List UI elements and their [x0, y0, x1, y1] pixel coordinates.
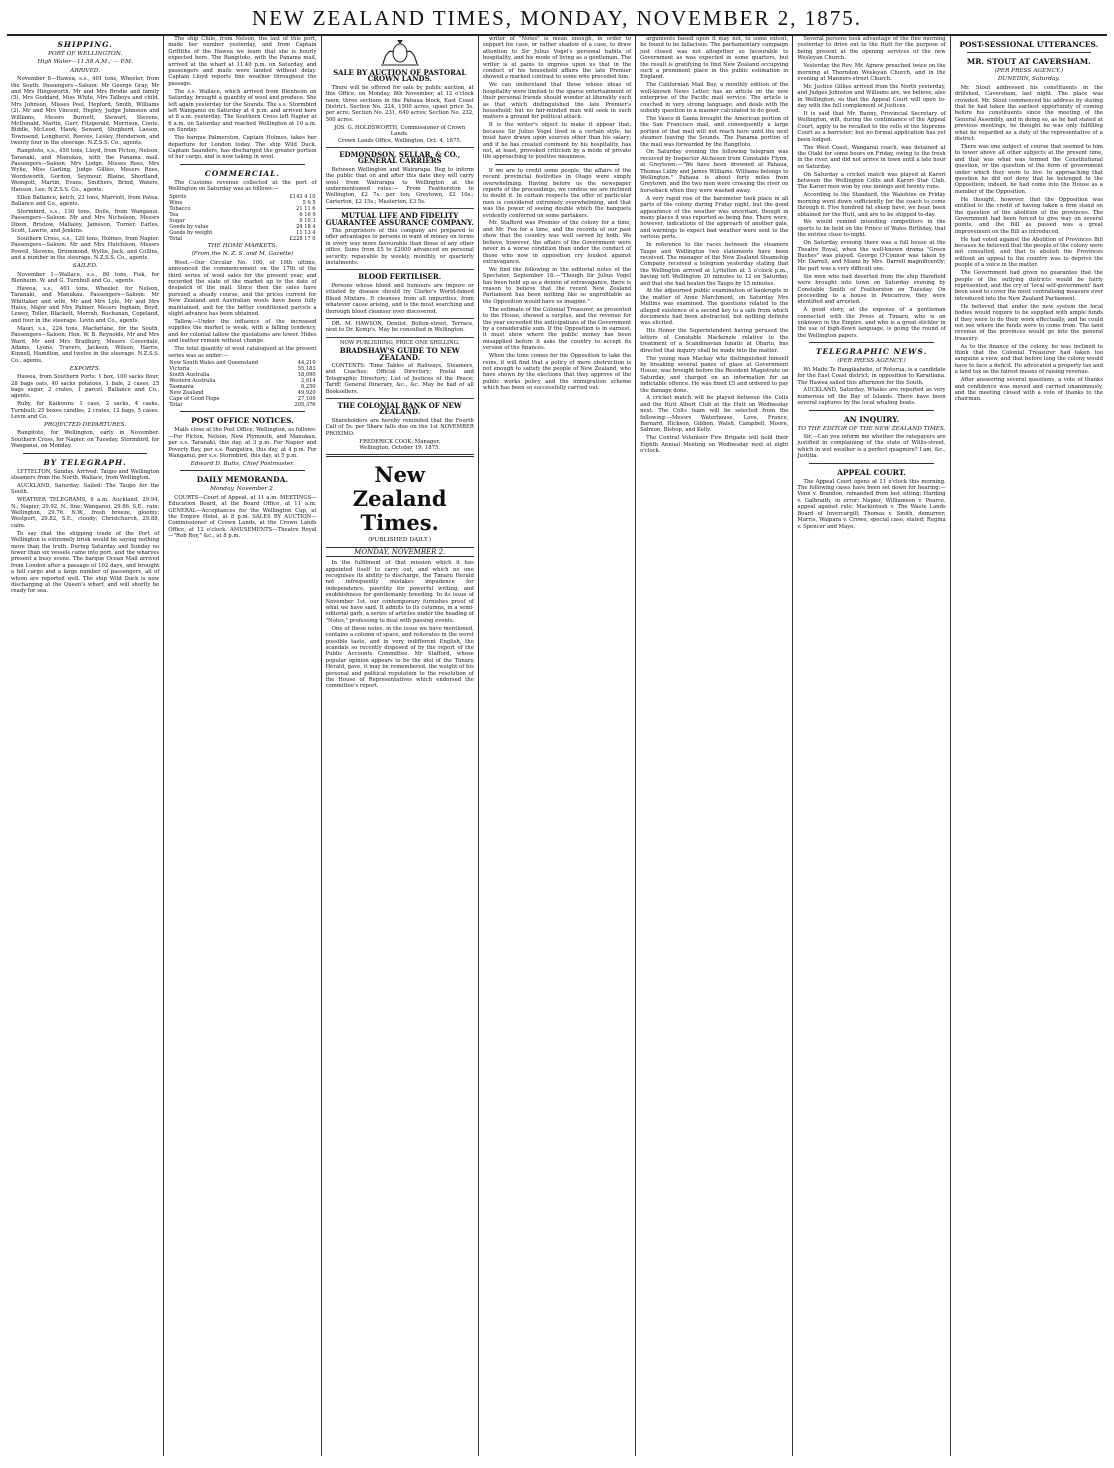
article-paragraph: The estimate of the Colonial Treasurer, as presented to the House, showed a surplus, and the revenue for the year exceeded the anticipations of the Government by a considerable sum. If the Opposition is in earnest, it must show where the public money has been misapplied before it asks the country to accept its version of the finances. — [482, 306, 632, 352]
blood-fertiliser-ad — [326, 269, 474, 314]
article-paragraph: The Vasco di Gama brought the American portion of the San Francisco mail, and consequently a large portion of that mail will not reach here until the next steamer leaving the Sounds. The Panama portion of the mail was forwarded by the Rangitoto. — [640, 115, 789, 148]
article-paragraph: The young man Mackay who distinguished himself by breaking several panes of glass at Government House, was brought before the Resident Magistrate on Saturday, and charged on an information for an indictable offence. He was fined £5 and ordered to pay the damage done. — [640, 355, 789, 394]
customs-table — [168, 194, 316, 242]
table-cell: New Zealand — [169, 390, 204, 397]
article-paragraph: Mr. Justice Gillies arrived from the North yesterday, and Judges Johnston and Williams are, we believe, also in Wellington, so that the Appeal Court will open to-day with the full complement of Justices. — [797, 83, 946, 110]
carriers-ad-title: EDMONDSON, SELLAR, & CO., GENERAL CARRIERS — [339, 149, 461, 166]
article-paragraph: The barque Palmerston, Captain Holmes, takes her departure for London today. The ship Wild Duck, Captain Saunders, has discharged the greater portion of her cargo, and is now taking in wool. — [168, 135, 317, 161]
table-cell: £143 4 10 — [289, 194, 316, 201]
article-paragraph: Ruby, for Kaikoura: 1 case, 2 sacks, 4 casks, Turnbull; 25 boxes candles, 2 crates, 12 bags, 5 cases. Levin and Co. — [11, 401, 160, 421]
table-row — [168, 402, 316, 408]
article-paragraph: The Customs revenue collected at the port of Wellington on Saturday was as follows:— — [168, 179, 317, 193]
sailed-heading: SAILED. — [72, 263, 98, 270]
column-3 — [322, 36, 479, 1456]
ad-text: CONTENTS: Time Tables of Railways, Steamers, and Coaches; Official Directory; Postal and Telegraphic Directory; List of Justices of the Peace; Tariff; General Itinerary, &c., &c. May be had of all Booksellers. — [325, 362, 474, 395]
article-paragraph: Rangitoto, s.s., 450 tons, Lloyd, from Picton, Nelson, Taranaki, and Manukau, with the Panama mail. Passengers—Saloon: Mrs Lodge, Misses Rees, Mrs Wylie, Miss Garling, Judge Gillies, Messrs Rees, Wordsworth, Gordon, Seymour, Blaine, Shortland, Weingott, Martin, Evans, Smithers, Brind, Waters, Hanson, Lee. N.Z.S.S. Co., agents. — [11, 148, 160, 193]
article-paragraph: We would remind intending competitors in the sports to be held on the Prince of Wales Birthday, that the entries close to-night. — [797, 219, 946, 239]
column-6 — [793, 36, 950, 1456]
article-paragraph: LYTTELTON, Sunday. Arrived: Taupo and Wellington steamers from the North. Wallace, from Wellington. — [11, 468, 160, 481]
table-cell: £228 17 0 — [289, 236, 316, 243]
exports-heading: EXPORTS. — [69, 365, 101, 372]
bradshaw-ad-title: NOW PUBLISHING, PRICE ONE SHILLING. — [339, 339, 460, 346]
article-paragraph: The Government had given no guarantee that the people of the outlying districts would be fairly represented, and the cry of 'local self-government' had been used to cover the most centralising measure ever introduced into the New Zealand Parliament. — [954, 270, 1103, 302]
post-sessional-heading: POST-SESSIONAL UTTERANCES. — [959, 40, 1099, 49]
table-cell: Tobacco — [169, 206, 191, 213]
divider — [809, 342, 933, 343]
dentist-ad — [326, 318, 474, 334]
article-paragraph: When the time comes for the Opposition to take the reins, it will find that a policy of mere obstruction is not enough to satisfy the people of New Zealand, who have shown by the elections that they approve of the public works policy and the immigration scheme which has been so successfully carried out. — [482, 353, 632, 392]
table-cell: 11 13 4 — [296, 230, 316, 237]
table-cell: 9 10 3 — [299, 218, 316, 225]
article-paragraph: writer of "Notes" is mean enough, in order to support his case, or rather shadow of a case, to draw attention to Sir Julius Vogel's personal habits of hospitality, and his mode of living as a gentleman. The writer is at pains to impress upon us that in the conduct of his household affairs the late Premier showed a marked contrast to some who preceded him. — [482, 36, 632, 81]
ad-signature: FREDERICK COOK, Manager. — [359, 438, 441, 445]
article-paragraph: Hawea, from Southern Ports: 1 box, 100 sacks flour, 28 bags oats, 40 sacks potatoes, 1 bale, 2 cases, 25 bags sugar, 2 crates, 1 parcel. Ballance and Co., agents. — [11, 374, 160, 400]
article-paragraph: Sir,—Can you inform me whether the ratepayers are justified in complaining of the state of Willis-street, which in wet weather is a perfect quagmire? I am, &c., Justitia. — [797, 434, 946, 460]
table-cell: Wine — [169, 200, 183, 207]
mutual-life-ad-title: MUTUAL LIFE AND FIDELITY GUARANTEE ASSURANCE COMPANY. — [325, 211, 474, 227]
article-paragraph: Southern Cross, s.s., 120 tons, Holmes, from Napier. Passengers—Saloon: Mr and Mrs Hutchison, Messrs Powell, Stevens, Drummond, Wyllie, Jack, and Collins, and a number in the steerage. N.Z.S.S. Co., agents. — [11, 235, 160, 262]
article-paragraph: We find the following in the editorial notes of the Spectator, September 18:—"Though Sir Julius Vogel has been held up as a demon of extravagance, there is reason to believe that the recent New Zealand Parliament has been nothing like so unprofitable as the Opposition would have us imagine." — [482, 266, 632, 305]
bank-ad-title: THE COLONIAL BANK OF NEW ZEALAND. — [337, 400, 462, 417]
table-cell: 205,376 — [294, 402, 316, 409]
section-commercial-heading: COMMERCIAL. — [204, 168, 281, 178]
article-paragraph: To say that the shipping trade of the Port of Wellington is extremely brisk would be saying nothing more than the truth. During Saturday and Sunday no fewer than six vessels came into port, and the wharves present a busy scene. The barque Ocean Mail arrived from London after a passage of 102 days, and brought a full cargo and a large number of passengers, all of whom are reported well. The ship Wild Duck is now discharging at the Queen's wharf, and will shortly be ready for sea. — [11, 530, 160, 595]
article-paragraph: At the adjourned public examination of bankrupts in the matter of Anne Marchmont, on Saturday Mrs Mullins was examined. The questions related to the alleged existence of a second key to a safe from which documents had been abstracted, but nothing definite was elicited. — [640, 288, 789, 327]
table-cell: New South Wales and Queensland — [169, 360, 259, 367]
table-cell: Spirits — [169, 194, 187, 201]
article-paragraph: He believed that under the new system the local bodies would require to be supplied with ample funds if they were to do their work effectually, and he could not see where the funds were to come from. The land revenue of the provinces would go into the general treasury. — [954, 303, 1103, 342]
ad-text: The proprietors of this company are prepared to offer advantages to persons in want of money on terms in every way more favourable than those of any other office. Sums from £5 to £2000 advanced on personal security, repayable by weekly, monthly, or quarterly instalments. — [325, 228, 474, 267]
bradshaw-ad — [326, 337, 474, 395]
stout-heading: MR. STOUT AT CAVERSHAM. — [966, 57, 1091, 66]
divider — [809, 410, 933, 411]
article-paragraph: AUCKLAND, Saturday. Sailed: The Taupo for the South. — [11, 482, 160, 496]
column-1 — [7, 36, 164, 1456]
colonial-bank-ad — [326, 398, 474, 451]
article-paragraph: The s.s. Wallace, which arrived from Blenheim on Saturday, brought a quantity of wool and produce. She left again yesterday for the Sounds. The s.s. Stormbird left Wanganui on Saturday at 4 p.m. and arrived here at 8 a.m. yesterday. The Southern Cross left Napier at 6 a.m. on Saturday and reached Wellington at 10 a.m. on Sunday. — [168, 88, 317, 134]
table-cell: 8,250 — [300, 384, 316, 391]
masthead — [7, 4, 1107, 36]
table-cell: Goods by weight — [169, 230, 213, 237]
article-paragraph: The total quantity of wool catalogued at the present series was as under:— — [168, 346, 317, 359]
royal-arms-icon — [326, 38, 474, 68]
article-paragraph: Six men who had deserted from the ship Harefield were brought into town on Saturday evening by Constable Smith of Featherston on Tuesday. On proceeding to a house in Pencarrow, they were identified and arrested. — [797, 273, 946, 306]
article-paragraph: On Saturday evening the following telegram was received by Inspector Atcheson from Constable Flynn, at Greytown:—"We have been drowned at Pahaua, Thomas Liddy and James Williams. Williams belongs to Wellington." Pahaua is about forty miles from Greytown, and the two men were crossing the river on horseback when they were washed away. — [640, 149, 789, 194]
divider — [495, 164, 619, 165]
table-cell: 49,920 — [297, 390, 316, 397]
table-cell: Western Australia — [169, 378, 216, 385]
article-paragraph: According to the Standard, the Waiohine on Friday morning went down sufficiently for the coach to come through it. Five hundred fat sheep have, we hear, been obtained for the Hutt, and are to be shipped to-day. — [797, 192, 946, 218]
ad-text: Between Wellington and Wairarapa. Beg to inform the public that on and after this date they will carry wool from Wairarapa to Wellington at the undermentioned rates:— From Featherston to Wellington, £2 7s. per ton; Greytown, £2 10s.; Carterton, £2 15s.; Masterton, £3 5s. — [325, 166, 474, 205]
editorial-masthead-sub: (PUBLISHED DAILY.) — [368, 537, 432, 544]
article-paragraph: His Honor the Superintendent having perused the letters of Constable Mackenzie relative to the treatment of a Scandinavian lunatic at Ohariu, has directed that inquiry shall be made into the matter. — [640, 328, 789, 354]
article-paragraph: Mails close at the Post Office, Wellington, as follows:—For Picton, Nelson, New Plymouth, and Manukau, per s.s. Taranaki, this day, at 3 p.m. For Napier and Poverty Bay, per s.s. Rangatira, this day, at 4 p.m. For Wanganui, per s.s. Stormbird, this day, at 5 p.m. — [168, 427, 317, 460]
mutual-life-ad — [326, 208, 474, 266]
divider — [967, 52, 1091, 53]
memoranda-date: Monday, November 2. — [210, 486, 275, 493]
article-paragraph: The Californian Mail Bay, a monthly edition of the well-known News Letter, has an article on the new enterprise of the Pacific mail service. The article is couched in very strong language, and deals with the subsidy question in a manner calculated to do good. — [640, 82, 789, 114]
article-paragraph: As to the finance of the colony, he was inclined to think that the Colonial Treasurer had taken too sanguine a view, and that before long the colony would have to face a deficit. He advocated a property tax and a land tax as the fairest means of raising revenue. — [954, 343, 1103, 376]
tide-line: High Water—11.58 A.M.; — P.M. — [37, 59, 133, 66]
article-paragraph: It is said that Mr. Bunny, Provincial Secretary of Wellington, will, during the continuance of the Appeal Court, apply to be recalled to the rolls of the Supreme Court as a barrister; but no formal application has yet been lodged. — [797, 110, 946, 143]
article-paragraph: Mr. Stafford was Premier of the colony for a time, and Mr. Fox for a time, and the records of our past show that the country was well served by both. We believe, however, the affairs of the Government were never in a worse condition than under the conduct of those who now in opposition cry loudest against extravagance. — [482, 220, 632, 265]
editorial-dateline: MONDAY, NOVEMBER 2. — [326, 547, 474, 557]
blood-ad-title: BLOOD FERTILISER. — [358, 272, 442, 282]
table-cell: 5 6 5 — [302, 200, 316, 207]
masthead-title: NEW ZEALAND TIMES, MONDAY, NOVEMBER 2, 1875. — [252, 6, 862, 30]
article-paragraph: The West Coast, Wanganui coach, was detained at the Otaki for some hours on Friday, owing to the fresh in the river, and did not arrive in town until a late hour on Saturday. — [797, 144, 946, 170]
section-shipping-heading: SHIPPING. — [57, 40, 113, 49]
table-cell: South Australia — [169, 372, 210, 379]
article-paragraph: COURTS—Court of Appeal, at 11 a.m. MEETINGS—Education Board, at the Board Office, at 11 a.m. GENERAL—Acceptances for the Wellington Cup, at the Empire Hotel, at 8 p.m. SALES BY AUCTION—Commissioner of Crown Lands, at the Crown Lands Office, at 12 o'clock. AMUSEMENTS—Theatre Royal—"Rob Roy," &c., at 8 p.m. — [168, 494, 317, 540]
ad-place: Wellington, October 19, 1875. — [359, 444, 441, 451]
article-paragraph: Tallow.—Under the influence of the increased supplies the market is weak, with a falling tendency, and for colonial tallow the quotations are lower. Hides and leather remain without change. — [168, 319, 317, 345]
article-paragraph: Stormbird, s.s., 130 tons, Doile, from Wanganui. Passengers—Saloon: Mr and Mrs Nicholson, Messrs Dixon, Bristow, Mallaley, Jameson, Turner, Earles, Scott, Lawrie, and Jenkins. — [11, 208, 160, 235]
post-office-heading: POST OFFICE NOTICES. — [191, 416, 294, 426]
column-5 — [636, 36, 793, 1456]
article-paragraph: Yesterday the Rev. Mr. Agnew preached twice on the morning at Thorndon Wesleyan Church, and in the evening at Manners-street Church. — [797, 63, 946, 82]
telegraphic-news-heading: TELEGRAPHIC NEWS. — [815, 347, 928, 357]
table-cell: Total — [169, 402, 183, 409]
article-paragraph: There was one subject of course that seemed to him to tower above all other subjects at the present time, and that was what was termed the Constitutional question, or the question of the form of government under which they were to live. In approaching that question he did not deny that he belonged to the Opposition; indeed, he had come into the House as a member of the Opposition. — [954, 143, 1103, 195]
article-paragraph: Several persons took advantage of the fine morning yesterday to drive out to the Hutt for the purpose of being present at the opening services of the new Wesleyan Church. — [797, 36, 946, 62]
crown-lands-ad-title: SALE BY AUCTION OF PASTORAL CROWN LANDS. — [333, 68, 467, 84]
article-paragraph: Mr. Stout addressed his constituents in the drillshed, Caversham, last night. The place was crowded. Mr. Stout commenced his address by stating that he had taken the earliest opportunity of coming before his constituents since the meeting of the General Assembly, and in doing so, as he had stated at previous meetings, he thought he was only fulfilling what he regarded as a duty of the representative of a district. — [954, 84, 1103, 143]
article-paragraph: On Saturday a cricket match was played at Karori between the Wellington Colts and Karori Star Club. The Karori men won by one innings and twenty runs. — [797, 171, 946, 191]
article-paragraph: We can understand that those whose ideas of hospitality were limited to the sparse entertainment of their personal friends should wonder at liberality such as that which distinguished the late Premier's household; but no fair-minded man will seek in such matters a ground for political attack. — [482, 82, 632, 121]
carriers-ad — [326, 147, 474, 205]
article-paragraph: Rangitoto, for Wellington, early in November. Southern Cross, for Napier, on Tuesday. Stormbird, for Wanganui, on Monday. — [11, 430, 160, 450]
article-paragraph: arguments based upon it may not, to some extent, be found to be fallacious. The parliamentary campaign just closed was not altogether so favourable to Government as was expected in some quarters, but the result is gratifying to find New Zealand occupying such a prominent place in the public estimation in England. — [640, 36, 789, 81]
newspaper-page — [7, 4, 1107, 1460]
column-2 — [164, 36, 321, 1456]
divider — [180, 470, 304, 471]
article-paragraph: WEATHER TELEGRAMS, 9 a.m. Auckland, 29.94, N.; Napier, 29.92, N., fine; Wanganui, 29.86, S.E., rain; Wellington, 29.76, N.W., fresh breeze, gloomy; Westport, 29.82, S.E., cloudy; Christchurch, 29.88, calm. — [11, 497, 160, 529]
ad-text: DR. M. HAWSON, Dentist, Bolton-street, Terrace, next to Dr. Kemp's. May be consulted in Wellington. — [325, 320, 474, 334]
ad-text: Persons whose blood and humours are impure or vitiated by disease should try Clarke's World-famed Blood Mixture. It cleanses from all impurities, from whatever cause arising, and is the most searching and thorough blood cleanser ever discovered. — [325, 282, 474, 315]
table-cell: Tea — [169, 212, 179, 219]
article-paragraph: If we are to credit some people, the affairs of the recent provincial festivities in Otago were simply overwhelming. Having before us the newspaper reports of the proceedings, we confess we are inclined to doubt it. In certain respects the offer of particular men is considered extremely overwhelming, and that was the power of seeing double which the banquets evidently conferred on some partakers. — [482, 167, 632, 219]
article-paragraph: A very rapid rise of the barometer took place in all parts of the colony during Friday night, but the good appearance of the weather was uncertain, though in many places it was reported as being fine. There were, however, indications of the approach of another gale, and warnings to expect bad weather were sent to the various ports. — [640, 195, 789, 241]
divider — [809, 463, 933, 464]
table-cell: Sugar — [169, 218, 185, 225]
article-paragraph: Ellen Ballance, ketch, 23 tons, Marriott, from Patea. Ballance and Co., agents. — [11, 194, 160, 207]
table-cell: Total — [169, 236, 183, 243]
home-markets-heading: THE HOME MARKETS. — [207, 243, 278, 250]
inquiry-sub: TO THE EDITOR OF THE NEW ZEALAND TIMES. — [797, 425, 946, 432]
article-paragraph: One of these notes, in the issue we have mentioned, contains a column of space, and reiterates in the worst possible taste, and in very indifferent English, the scandals so recently disposed of by the report of the Public Accounts Committee. Mr Stafford, whose popular opinion appears to be the idol of the Timaru Herald, gave, it may be remembered, the weight of his personal and political reputation to the resolution of the House of Representatives which endorsed the committee's report. — [325, 625, 474, 690]
telegraphic-source: (PER PRESS AGENCY.) — [837, 358, 906, 365]
article-paragraph: The Appeal Court opens at 11 o'clock this morning. The following cases have been set down for hearing:—Venn v. Brandon, remanded from last sitting; Harding v. Galbraith, in error; Napier, Williamson v. Pearce, appeal against rule; Mackintosh v. The Waste Lands Board of Invercargill; Thomas v. Smith, demurrer; Marris, Waipara v. Crowe, special case, stated; Regina v. Spencer and Mayo. — [797, 478, 946, 530]
ad-place: Crown Lands Office, Wellington, Oct. 4, 1875. — [338, 137, 462, 144]
home-markets-source: (From the N. Z. S. and M. Gazette) — [191, 251, 294, 258]
table-row — [168, 236, 316, 242]
ad-text: There will be offered for sale by public auction, at this Office, on Monday, 8th November, at 12 o'clock noon, three sections in the Pahaua block, East Coast District. Section No. 224, 1500 acres, upset price 5s. per acre; Section No. 231, 640 acres; Section No. 232, 500 acres. — [325, 84, 474, 123]
table-cell: 2,614 — [300, 378, 316, 385]
article-paragraph: He had voted against the Abolition of Provinces Bill because he believed that the people of the colony were not consulted, and that to abolish the Provinces without an appeal to the country was to deprive the people of a voice in the matter. — [954, 236, 1103, 269]
ad-signature: JOS. G. HOLDSWORTH, Commissioner of Crown Lands. — [334, 124, 466, 138]
table-cell: 24 18 4 — [296, 224, 316, 231]
divider — [180, 164, 304, 165]
article-paragraph: In the fulfilment of that mission which it has appointed itself to carry out, and which no one recognises its ability to discharge, the Timaru Herald not infrequently mistakes impudence for independence, puerility for powerful writing, and snobbishness for gentlemanly breeding. In its issue of November 1st, our contemporary furnishes proof of what we have said. It admits to its columns, in a semi-editorial garb, a series of articles under the heading of "Notes," professing to deal with passing events. — [325, 560, 474, 624]
article-paragraph: Wi Maihi Te Rangikaheke, of Rotorua, is a candidate for the East Coast district, in opposition to Karaitiana. The Hawea sailed this afternoon for the South. — [797, 366, 946, 386]
daily-memoranda-heading: DAILY MEMORANDA. — [196, 475, 289, 485]
column-4 — [479, 36, 636, 1456]
divider — [23, 453, 147, 454]
article-paragraph: Wool.—Our Circular No. 100, of 10th ultimo, announced the commencement on the 17th of the third series of wool sales for the present year, and recorded the state of the market up to the date of despatch of the mail. Since then the sales have pursued a steady course, and the prices current for New Zealand and Australian wools have been fully maintained, and for the better conditioned parcels a slight advance has been obtained. — [168, 259, 317, 318]
editorial-masthead: New Zealand Times. — [352, 462, 447, 536]
column-7 — [951, 36, 1107, 1456]
inquiry-heading: AN INQUIRY. — [843, 414, 900, 424]
article-paragraph: Hawea, s.s., 401 tons, Wheeler, for Nelson, Taranaki, and Manukau. Passengers—Saloon: Mr Whittaker and wife, Mr and Mrs Lyle, Mr and Mrs Hales, Major and Mrs Palmer, Messrs Ingham, Boyd, Lewey, Toller, Blackett, Morrah, Buchanan, Copeland, and four in the steerage. Levin and Co., agents. — [11, 285, 160, 324]
table-cell: 18,090 — [297, 372, 316, 379]
article-paragraph: He thought, however, that the Opposition was entitled to the credit of having taken a firm stand on the question of the abolition of the provinces. The Government had been forced to give way on several points, and the Bill as passed was a great improvement on the Bill as introduced. — [954, 196, 1103, 235]
article-paragraph: November 1—Wallace, s.s., 80 tons, Fisk, for Blenheim. W. and G. Turnbull and Co., agents. — [11, 271, 160, 284]
appeal-court-heading: APPEAL COURT. — [837, 467, 906, 477]
columns — [7, 36, 1107, 1456]
divider — [326, 454, 474, 457]
article-paragraph: A cricket match will be played between the Colts and the Hutt Albert Club at the Hutt on Wednesday next. The Colts team will be selected from the following:—Messrs Waterhouse, Love, France, Barnard, Hickson, Gibbon, Walsh, Campbell, Moore, Salmon, Bishop, and Kelly. — [640, 395, 789, 434]
article-paragraph: After answering several questions, a vote of thanks and confidence was moved and carried unanimously, and the meeting closed with a vote of thanks to the chairman. — [954, 377, 1103, 403]
divider — [180, 411, 304, 412]
table-cell: Victoria — [169, 366, 190, 373]
article-paragraph: A good story, at the expense of a gentleman connected with the Press at Timaru, who is an unknown in the Empire, and who is a great stickler in the use of high-flown language, is going the round of the Wellington papers. — [797, 307, 946, 339]
article-paragraph: November 8—Hawea, s.s., 401 tons, Wheeler, from the South. Passengers—Saloon: Mr George Gray, Mr and Mrs Hingsworth, Mr and Mrs Brodie and family (5), Mrs Goddard, Miss White, Mrs Talboys and child, Mrs Johnson, Misses Peel, Hepford, Smith, Williams (2). Mr and Mrs Vincent, Hepley, Judge Johnston and Williams, Messrs Burnett, Stewart, Stevens, McDonald, Martin, Gurr, Fitzgerald, Morrison, Coote, Biddle, McLeod, Hawk, Seward, Shepherd, Lasson, Townsend, Longhurst, Reeves, Lesley, Henderson, and twenty four in the steerage. N.Z.S.S. Co., agents. — [11, 76, 160, 147]
table-cell: Tasmania — [169, 384, 194, 391]
article-paragraph: On Saturday evening there was a full house at the Theatre Royal, when the well-known drama "Green Bushes" was played. George O'Connor was taken by Mr. Darrell, and Miami by Mrs. Darrell magnificently; the part was a very difficult one. — [797, 240, 946, 272]
table-cell: Cape of Good Hope — [169, 396, 220, 403]
article-paragraph: AUCKLAND, Saturday. Whales are reported as very numerous off the Bay of Islands. There have been several captures by the local whaling boats. — [797, 387, 946, 407]
wool-table — [168, 360, 316, 408]
projected-heading: PROJECTED DEPARTURES. — [44, 421, 127, 428]
article-paragraph: In reference to the races between the steamers Taupo and Wellington two statements have been received. The manager of the New Zealand Steamship Company received a telegram yesterday stating that the Wellington arrived at Lyttelton at 3 o'clock p.m., having left Wellington 20 minutes to 12 on Saturday, and that she had beaten the Taupo by 15 minutes. — [640, 242, 789, 287]
article-paragraph: It is the writer's object to make it appear that, because Sir Julius Vogel lived in a certain style, he must have drawn upon sources other than his salary; and if he has created comment by his hospitality, has not, at least, provoked criticism by a mode of private life approaching to positive meanness. — [482, 122, 632, 161]
bradshaw-ad-head: BRADSHAW'S GUIDE TO NEW ZEALAND. — [339, 346, 460, 362]
arrived-heading: ARRIVED. — [70, 67, 101, 74]
table-cell: Goods by value — [169, 224, 209, 231]
article-paragraph: The ship Chile, from Nelson, the last of this port, made her number yesterday, and from Captain Griffiths of the Hawea we learn that she is hourly expected here. The Rangitoto, with the Panama mail, arrived at the wharf at 11.40 p.m. on Saturday, and passengers and mails were landed without delay. Captain Lloyd reports fine weather throughout the passage. — [168, 36, 317, 87]
table-cell: 44,210 — [297, 360, 316, 367]
article-paragraph: Maori, s.s., 224 tons, Macfarlane, for the South. Passengers—Saloon: Hon. W. B. Reynolds, Mr and Mrs Ward, Mr and Mrs Bradbury, Messrs Coverdale, Adams, Lyons, Travers, Jackson, Wilson, Harris, Kinnell, Hamilton, and twelve in the steerage. N.Z.S.S. Co., agents. — [11, 325, 160, 364]
postmaster-signature: Edward D. Butts, Chief Postmaster. — [190, 460, 295, 467]
table-cell: 27,109 — [297, 396, 316, 403]
stout-dateline: DUNEDIN, Saturday. — [997, 76, 1060, 83]
port-heading: PORT OF WELLINGTON. — [47, 51, 123, 57]
table-cell: 55,183 — [297, 366, 316, 373]
stout-source: (PER PRESS AGENCY.) — [994, 68, 1064, 74]
ad-text: Shareholders are hereby reminded that the Fourth Call of 5s. per Share falls due on the 1st NOVEMBER PROXIMO. — [325, 417, 474, 437]
table-cell: 6 16 9 — [299, 212, 316, 219]
article-paragraph: The Central Volunteer Fire Brigade will hold their Eighth Annual Meeting on Wednesday next at eight o'clock. — [640, 435, 789, 455]
table-cell: 21 11 6 — [296, 206, 316, 213]
section-telegraph-heading: BY TELEGRAPH. — [43, 457, 127, 467]
